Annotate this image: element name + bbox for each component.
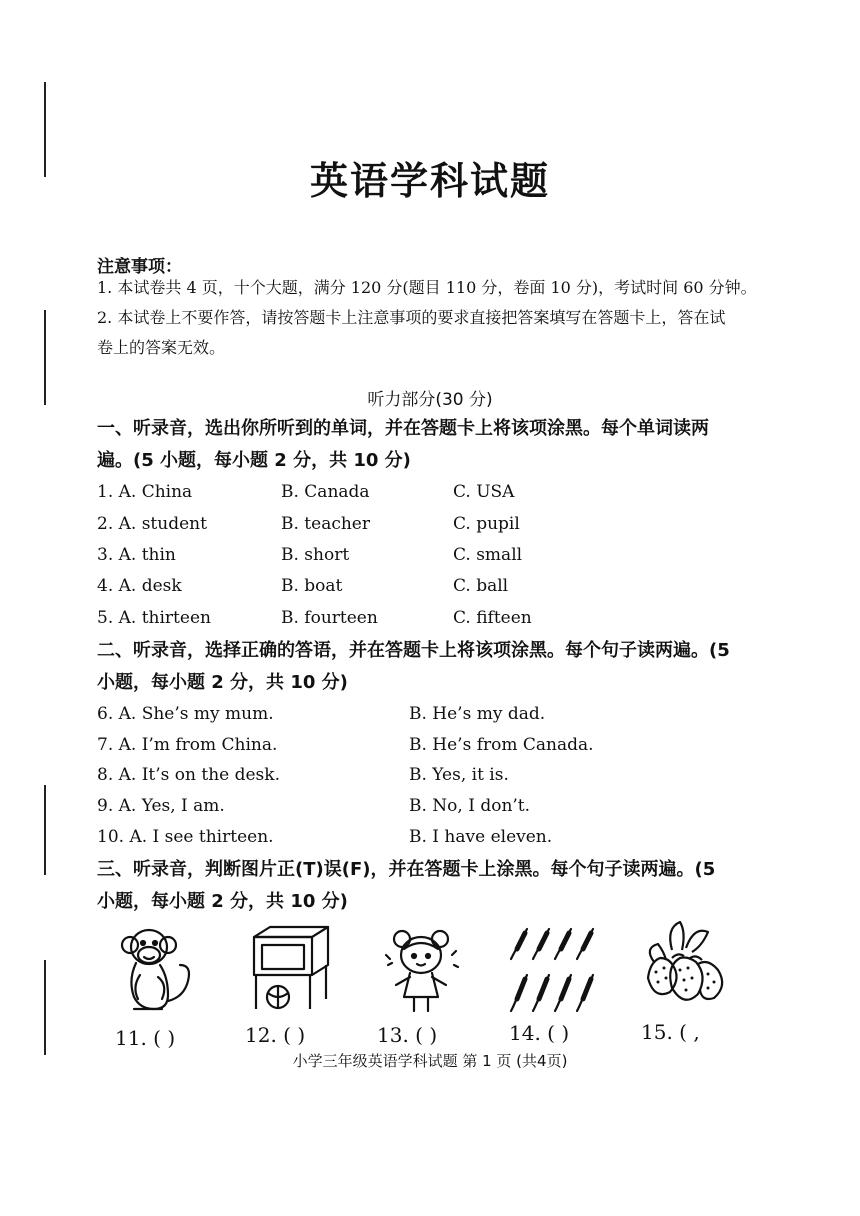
question-4-option-c: C. ball	[453, 576, 509, 596]
question-5-option-a: 5. A. thirteen	[97, 608, 211, 628]
binding-line	[44, 785, 46, 875]
question-2-option-a: 2. A. student	[97, 514, 207, 534]
part3-heading-1: 三、听录音，判断图片正(T)误(F)，并在答题卡上涂黑。每个句子读两遍。(5	[97, 859, 716, 880]
question-6-option-b: B. He’s my dad.	[409, 704, 546, 724]
part3-heading-2: 小题，每小题 2 分，共 10 分)	[97, 891, 348, 912]
notice-line-1: 1. 本试卷共 4 页，十个大题，满分 120 分(题目 110 分，卷面 10 分)，考试时间 60 分钟。	[97, 278, 757, 297]
part2-heading-2: 小题，每小题 2 分，共 10 分)	[97, 672, 348, 693]
question-5-option-c: C. fifteen	[453, 608, 532, 628]
binding-line	[44, 960, 46, 1055]
answer-bracket-12[interactable]: 12. ( )	[245, 1023, 306, 1047]
question-7-option-a: 7. A. I’m from China.	[97, 735, 278, 755]
answer-bracket-15[interactable]: 15. ( ,	[641, 1020, 700, 1044]
question-10-option-a: 10. A. I see thirteen.	[97, 827, 274, 847]
page-footer: 小学三年级英语学科试题 第 1 页 (共4页)	[292, 1052, 568, 1070]
part2-heading-1: 二、听录音，选择正确的答语，并在答题卡上将该项涂黑。每个句子读两遍。(5	[97, 640, 730, 661]
question-8-option-b: B. Yes, it is.	[409, 765, 509, 785]
page-title: 英语学科试题	[309, 159, 550, 203]
part1-heading-2: 遍。(5 小题，每小题 2 分，共 10 分)	[97, 450, 411, 471]
strawberries-picture	[636, 918, 732, 1010]
question-3-option-c: C. small	[453, 545, 523, 565]
question-3-option-b: B. short	[281, 545, 350, 565]
listening-section-title: 听力部分(30 分)	[367, 390, 493, 410]
question-1-option-c: C. USA	[453, 482, 515, 502]
notice-line-2a: 2. 本试卷上不要作答，请按答题卡上注意事项的要求直接把答案填写在答题卡上，答在试	[97, 308, 726, 327]
notice-heading: 注意事项：	[97, 257, 182, 277]
cabinet-ball-picture	[248, 923, 332, 1015]
question-1-option-a: 1. A. China	[97, 482, 193, 502]
answer-bracket-11[interactable]: 11. ( )	[115, 1026, 176, 1050]
question-4-option-a: 4. A. desk	[97, 576, 182, 596]
answer-bracket-13[interactable]: 13. ( )	[377, 1023, 438, 1047]
question-9-option-a: 9. A. Yes, I am.	[97, 796, 225, 816]
question-2-option-c: C. pupil	[453, 514, 520, 534]
question-7-option-b: B. He’s from Canada.	[409, 735, 594, 755]
question-5-option-b: B. fourteen	[281, 608, 378, 628]
part1-heading-1: 一、听录音，选出你所听到的单词，并在答题卡上将该项涂黑。每个单词读两	[97, 418, 709, 439]
question-8-option-a: 8. A. It’s on the desk.	[97, 765, 280, 785]
question-3-option-a: 3. A. thin	[97, 545, 176, 565]
girl-picture	[380, 925, 462, 1015]
question-4-option-b: B. boat	[281, 576, 343, 596]
question-1-option-b: B. Canada	[281, 482, 370, 502]
question-2-option-b: B. teacher	[281, 514, 370, 534]
question-9-option-b: B. No, I don’t.	[409, 796, 531, 816]
question-10-option-b: B. I have eleven.	[409, 827, 553, 847]
notice-line-2b: 卷上的答案无效。	[97, 338, 226, 357]
pens-picture	[505, 923, 605, 1015]
monkey-picture	[118, 925, 198, 1017]
answer-bracket-14[interactable]: 14. ( )	[509, 1021, 570, 1045]
question-6-option-a: 6. A. She’s my mum.	[97, 704, 274, 724]
